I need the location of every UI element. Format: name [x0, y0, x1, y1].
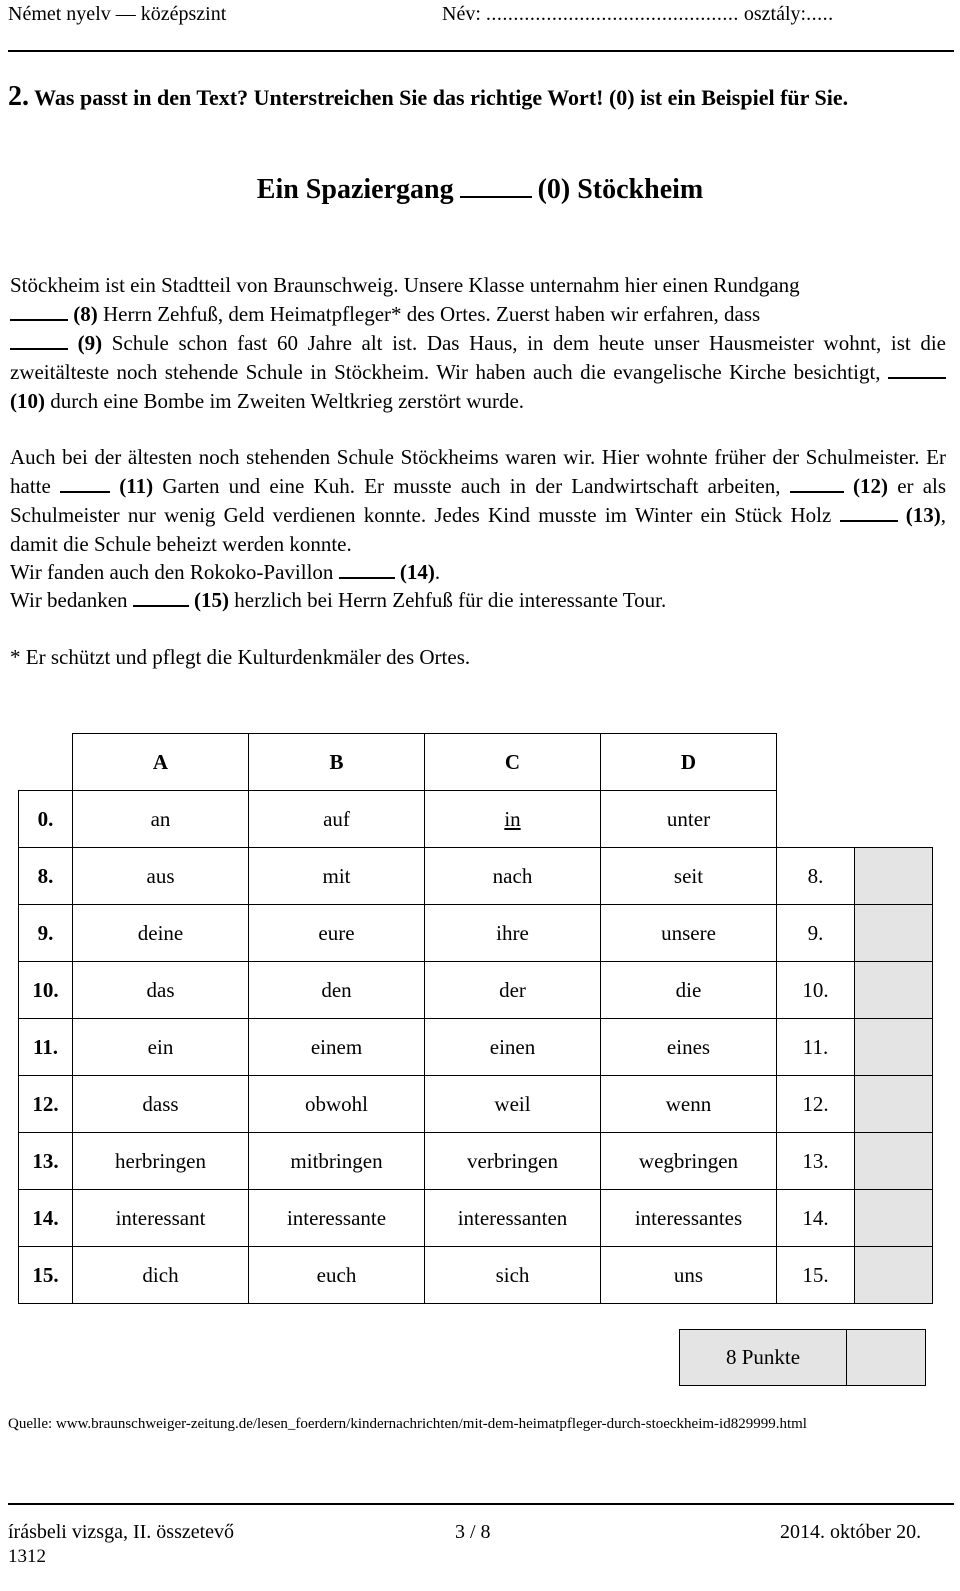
option-d[interactable]: die: [601, 962, 777, 1019]
header-d: D: [601, 734, 777, 791]
answer-box[interactable]: [855, 962, 933, 1019]
answer-box[interactable]: [855, 905, 933, 962]
gap-14: [339, 576, 395, 579]
answer-label: 12.: [777, 1076, 855, 1133]
option-d: unter: [601, 791, 777, 848]
p2-s1: Auch bei der ältesten noch stehenden Schule Stöckheims waren wir. Hier wohnte früher der Schulmeister. Er hatte: [10, 445, 946, 498]
gap-10-label: (10): [10, 389, 45, 413]
answer-label: 9.: [777, 905, 855, 962]
gap-13-label: (13): [905, 503, 941, 527]
answer-box[interactable]: [855, 848, 933, 905]
p1-s1: Stöckheim ist ein Stadtteil von Braunschweig. Unsere Klasse unternahm hier einen Rundgang: [10, 273, 800, 297]
table-header-row: [19, 734, 933, 791]
text-title-main: Ein Spaziergang: [256, 174, 454, 205]
option-a[interactable]: herbringen: [73, 1133, 249, 1190]
row-number: 8.: [19, 848, 73, 905]
header-b: B: [249, 734, 425, 791]
paragraph-3: [10, 558, 946, 587]
option-a: an: [73, 791, 249, 848]
gap-9: [10, 347, 68, 350]
table-row: [19, 848, 933, 905]
p3-s1: Wir fanden auch den Rokoko-Pavillon: [10, 560, 334, 584]
option-a[interactable]: dass: [73, 1076, 249, 1133]
option-c[interactable]: weil: [425, 1076, 601, 1133]
table-row: [19, 905, 933, 962]
answer-box[interactable]: [855, 1133, 933, 1190]
option-d[interactable]: wenn: [601, 1076, 777, 1133]
answer-box[interactable]: [855, 1247, 933, 1304]
option-a[interactable]: aus: [73, 848, 249, 905]
option-d[interactable]: wegbringen: [601, 1133, 777, 1190]
option-c[interactable]: verbringen: [425, 1133, 601, 1190]
option-a[interactable]: dich: [73, 1247, 249, 1304]
header-a: A: [73, 734, 249, 791]
table-row: [19, 1019, 933, 1076]
p1-s4: durch eine Bombe im Zweiten Weltkrieg zerstört wurde.: [45, 389, 525, 413]
title-gap: [460, 195, 532, 198]
p2-s2: Garten und eine Kuh. Er musste auch in der Landwirtschaft arbeiten,: [153, 474, 781, 498]
option-d[interactable]: seit: [601, 848, 777, 905]
p3-s2: .: [434, 560, 441, 584]
option-c-underlined: in: [425, 791, 601, 848]
footer-date: 2014. október 20.: [780, 1521, 922, 1543]
text-title-gap-label: (0) Stöckheim: [537, 174, 704, 205]
name-field[interactable]: ..............................................: [485, 3, 739, 25]
row-number: 9.: [19, 905, 73, 962]
table-row-example: [19, 791, 933, 848]
option-d[interactable]: uns: [601, 1247, 777, 1304]
name-label: Név:: [442, 3, 486, 25]
answer-box[interactable]: [855, 1076, 933, 1133]
paragraph-4: [10, 586, 946, 615]
option-c[interactable]: interessanten: [425, 1190, 601, 1247]
option-b[interactable]: eure: [249, 905, 425, 962]
header-c: C: [425, 734, 601, 791]
class-field[interactable]: .....: [806, 3, 834, 25]
gap-13: [840, 519, 898, 522]
answer-box[interactable]: [855, 1019, 933, 1076]
table-row: [19, 1133, 933, 1190]
row-number: 12.: [19, 1076, 73, 1133]
table-row: [19, 1076, 933, 1133]
gap-12-label: (12): [852, 474, 888, 498]
option-c[interactable]: ihre: [425, 905, 601, 962]
option-b[interactable]: einem: [249, 1019, 425, 1076]
row-number: 0.: [19, 791, 73, 848]
table-row: [19, 1190, 933, 1247]
footer-code: 1312: [8, 1546, 46, 1567]
gap-10: [888, 376, 946, 379]
p1-s2: Herrn Zehfuß, dem Heimatpfleger* des Ortes. Zuerst haben wir erfahren, dass: [97, 302, 761, 326]
option-c[interactable]: der: [425, 962, 601, 1019]
option-d[interactable]: interessantes: [601, 1190, 777, 1247]
row-number: 15.: [19, 1247, 73, 1304]
gap-15: [133, 604, 189, 607]
row-number: 10.: [19, 962, 73, 1019]
option-c[interactable]: sich: [425, 1247, 601, 1304]
answer-label: 14.: [777, 1190, 855, 1247]
task-instruction: [8, 82, 848, 113]
row-number: 11.: [19, 1019, 73, 1076]
answer-table: [18, 733, 933, 1304]
paragraph-1: [10, 271, 946, 416]
answer-label: 10.: [777, 962, 855, 1019]
points-box: [679, 1329, 926, 1386]
source-citation: Quelle: www.braunschweiger-zeitung.de/lesen_foerdern/kindernachrichten/mit-dem-heimatpfleger-durch-stoeckheim-id829999.html: [8, 1416, 807, 1432]
answer-box[interactable]: [855, 1190, 933, 1247]
table-body: [19, 848, 933, 1304]
answer-label: 13.: [777, 1133, 855, 1190]
option-c[interactable]: einen: [425, 1019, 601, 1076]
p4-s2: herzlich bei Herrn Zehfuß für die interessante Tour.: [229, 588, 667, 612]
option-a[interactable]: interessant: [73, 1190, 249, 1247]
gap-11-label: (11): [119, 474, 154, 498]
option-a[interactable]: ein: [73, 1019, 249, 1076]
header-subject: Német nyelv — középszint: [8, 3, 227, 25]
option-d[interactable]: eines: [601, 1019, 777, 1076]
gap-14-label: (14): [399, 560, 435, 584]
footnote: * Er schützt und pflegt die Kulturdenkmäler des Ortes.: [10, 645, 471, 669]
footer-left: [8, 1518, 234, 1568]
option-a[interactable]: das: [73, 962, 249, 1019]
option-b[interactable]: den: [249, 962, 425, 1019]
header-name-class: [442, 0, 834, 28]
gap-8: [10, 318, 68, 321]
answer-label: 15.: [777, 1247, 855, 1304]
option-b[interactable]: mit: [249, 848, 425, 905]
class-label: osztály:: [738, 3, 807, 25]
option-d[interactable]: unsere: [601, 905, 777, 962]
header-rule: [8, 50, 954, 52]
gap-9-label: (9): [77, 331, 103, 355]
gap-15-label: (15): [194, 588, 230, 612]
footer-exam: írásbeli vizsga, II. összetevő: [8, 1521, 235, 1543]
footer-page: 3 / 8: [455, 1521, 491, 1543]
p2-s3: er als Schulmeister nur wenig Geld verdienen konnte. Jedes Kind musste im Winter ein Stück Holz: [10, 474, 947, 527]
gap-11: [60, 490, 110, 493]
option-c[interactable]: nach: [425, 848, 601, 905]
text-title: [0, 172, 960, 208]
option-b[interactable]: mitbringen: [249, 1133, 425, 1190]
row-number: 14.: [19, 1190, 73, 1247]
gap-8-label: (8): [73, 302, 98, 326]
points-score-cell[interactable]: [847, 1330, 926, 1386]
row-number: 13.: [19, 1133, 73, 1190]
option-b[interactable]: euch: [249, 1247, 425, 1304]
p4-s1: Wir bedanken: [10, 588, 128, 612]
task-number: 2.: [8, 81, 29, 112]
p2-s4: , damit die Schule beheizt werden konnte.: [10, 503, 947, 556]
option-b: auf: [249, 791, 425, 848]
gap-12: [790, 490, 844, 493]
option-a[interactable]: deine: [73, 905, 249, 962]
table-row: [19, 962, 933, 1019]
option-b[interactable]: obwohl: [249, 1076, 425, 1133]
option-b[interactable]: interessante: [249, 1190, 425, 1247]
p1-s3: Schule schon fast 60 Jahre alt ist. Das Haus, in dem heute unser Hausmeister wohnt, ist die zweitälteste noch stehende Schule in Stöckheim. Wir haben auch die evangelische Kirche besichtigt,: [10, 331, 947, 384]
answer-label: 8.: [777, 848, 855, 905]
table-row: [19, 1247, 933, 1304]
points-label: 8 Punkte: [680, 1330, 847, 1386]
task-text: Was passt in den Text? Unterstreichen Sie das richtige Wort! (0) ist ein Beispiel für Sie.: [34, 85, 849, 110]
paragraph-2: [10, 443, 946, 559]
answer-label: 11.: [777, 1019, 855, 1076]
footer-rule: [8, 1503, 954, 1505]
